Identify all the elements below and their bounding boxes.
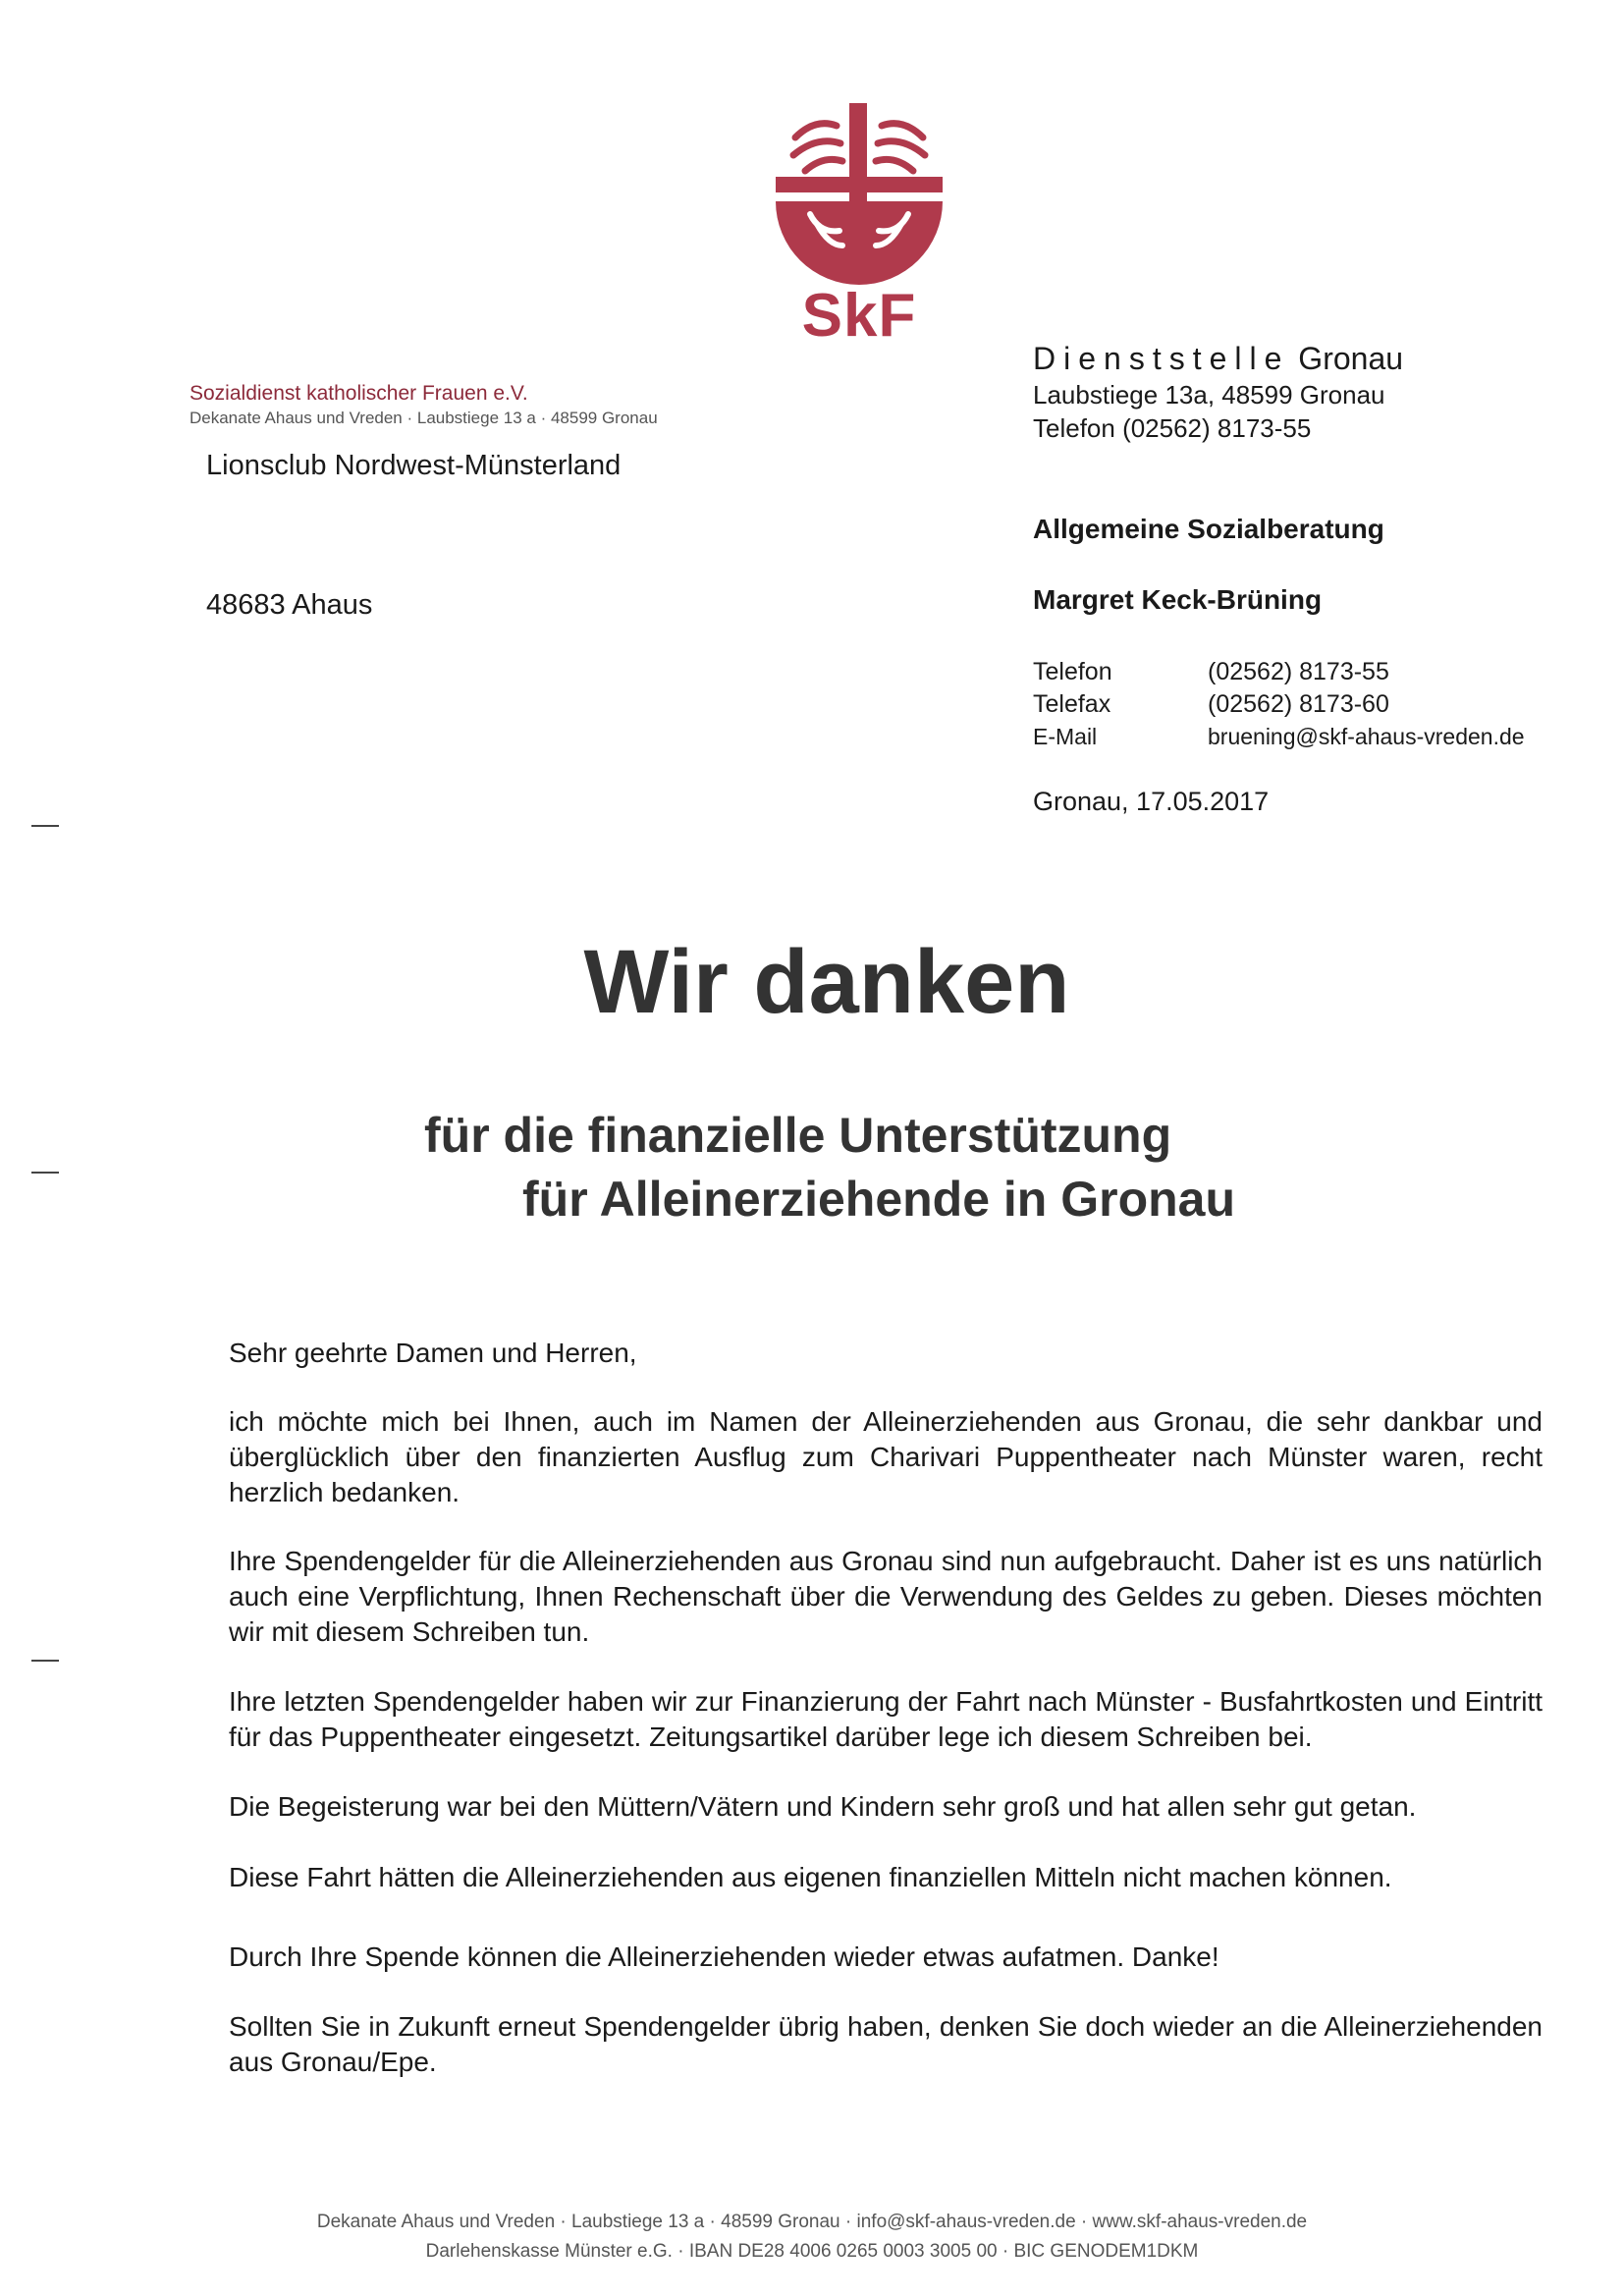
- recipient-name: Lionsclub Nordwest-Münsterland: [206, 450, 622, 481]
- paragraph-7: Sollten Sie in Zukunft erneut Spendengelder übrig haben, denken Sie doch wieder an die Alleinerziehenden aus Gronau/Epe.: [229, 2011, 1543, 2077]
- office-title: [1033, 341, 1403, 377]
- phone-value: (02562) 8173-55: [1208, 658, 1389, 685]
- fold-mark-top: [31, 825, 59, 827]
- department: Allgemeine Sozialberatung: [1033, 514, 1384, 544]
- footer-address: Dekanate Ahaus und Vreden · Laubstiege 13 a · 48599 Gronau · info@skf-ahaus-vreden.de · www.skf-ahaus-vreden.de: [316, 2212, 1308, 2232]
- letter-date: Gronau, 17.05.2017: [1033, 787, 1270, 816]
- paragraph-6: Durch Ihre Spende können die Alleinerziehenden wieder etwas aufatmen. Danke!: [229, 1941, 1219, 1972]
- fax-value: (02562) 8173-60: [1208, 690, 1389, 718]
- subheadline-line1: für die finanzielle Unterstützung: [424, 1108, 1172, 1163]
- sender-organization: Sozialdienst katholischer Frauen e.V.: [189, 382, 528, 405]
- email-value: bruening@skf-ahaus-vreden.de: [1208, 724, 1525, 749]
- fold-mark-middle: [31, 1172, 59, 1174]
- paragraph-2: Ihre Spendengelder für die Alleinerziehenden aus Gronau sind nun aufgebraucht. Daher ist es uns natürlich auch eine Verpflichtung, Ihnen Rechenschaft über die Verwendung des Geldes zu geben. Dieses möchten wir mit diesem Schreiben tun.: [229, 1546, 1543, 1647]
- logo-text: SkF: [801, 282, 917, 350]
- paragraph-4: Die Begeisterung war bei den Müttern/Vätern und Kindern sehr groß und hat allen sehr gut getan.: [229, 1791, 1417, 1822]
- office-phone: Telefon (02562) 8173-55: [1033, 413, 1312, 443]
- phone-label: Telefon: [1033, 658, 1112, 685]
- contact-fax-row: [1033, 688, 1525, 721]
- sender-address-line: Dekanate Ahaus und Vreden · Laubstiege 13 a · 48599 Gronau: [189, 409, 658, 427]
- paragraph-3: Ihre letzten Spendengelder haben wir zur Finanzierung der Fahrt nach Münster - Busfahrtkosten und Eintritt für das Puppentheater eingesetzt. Zeitungsartikel darüber lege ich diesem Schreiben bei.: [229, 1686, 1543, 1752]
- office-address: Laubstiege 13a, 48599 Gronau: [1033, 380, 1385, 410]
- salutation: Sehr geehrte Damen und Herren,: [229, 1338, 637, 1368]
- headline: Wir danken: [583, 932, 1070, 1032]
- paragraph-1: ich möchte mich bei Ihnen, auch im Namen der Alleinerziehenden aus Gronau, die sehr dankbar und überglücklich über den finanzierten Ausflug zum Charivari Puppentheater nach Münster waren, recht herzlich bedanken.: [229, 1406, 1543, 1507]
- skf-logo: [766, 98, 952, 350]
- fold-mark-bottom: [31, 1660, 59, 1662]
- fax-label: Telefax: [1033, 690, 1111, 718]
- contact-phone-row: [1033, 656, 1525, 688]
- office-title-place: Gronau: [1298, 341, 1404, 376]
- office-title-prefix: Dienststelle: [1033, 341, 1290, 376]
- paragraph-5: Diese Fahrt hätten die Alleinerziehenden aus eigenen finanziellen Mitteln nicht machen können.: [229, 1862, 1392, 1892]
- subheadline-line2: für Alleinerziehende in Gronau: [522, 1172, 1236, 1227]
- contact-email-row: [1033, 721, 1525, 753]
- contact-person: Margret Keck-Brüning: [1033, 584, 1323, 615]
- email-label: E-Mail: [1033, 724, 1098, 749]
- recipient-city: 48683 Ahaus: [206, 589, 373, 621]
- contact-details: [1033, 656, 1525, 753]
- footer-bank: Darlehenskasse Münster e.G. · IBAN DE28 4006 0265 0003 3005 00 · BIC GENODEM1DKM: [425, 2241, 1199, 2262]
